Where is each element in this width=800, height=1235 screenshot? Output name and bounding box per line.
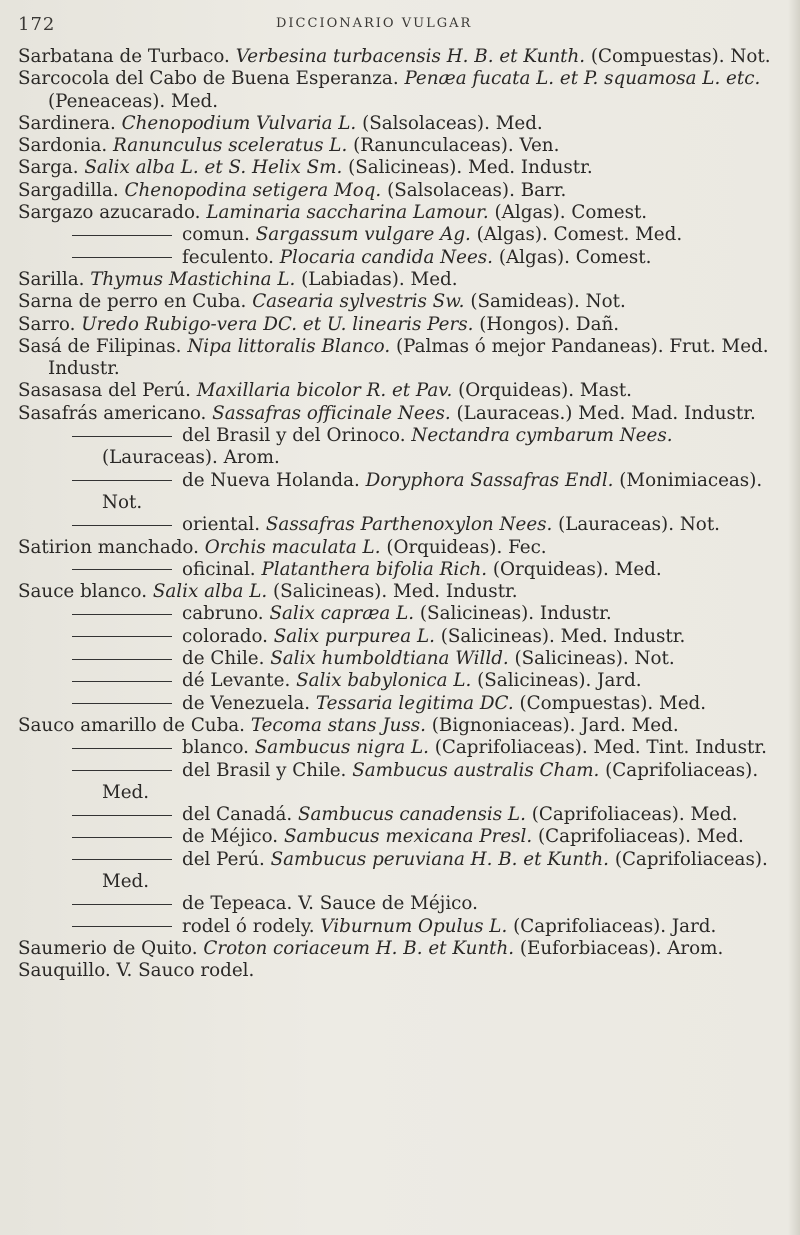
entry-family-uses: (Orquideas). Fec. [386,536,547,558]
entry-common-name: dé Levante. [182,670,291,692]
entry-family-uses: (Salicineas). Jard. [477,670,642,692]
repeat-dash [72,703,172,704]
repeat-dash [72,748,172,749]
page-number: 172 [18,14,56,35]
entry-scientific-name: Tecoma stans Juss. [250,714,426,736]
dictionary-entry [18,470,788,515]
dictionary-entry [18,938,788,960]
entry-family-uses: (Caprifoliaceas). Med. [538,826,744,848]
entry-family-uses: (Samideas). Not. [470,291,626,313]
entry-family-uses: (Labiadas). Med. [301,268,458,290]
entry-common-name: Sarro. [18,313,76,335]
entry-family-uses: (Lauraceas). Arom. [102,447,280,469]
entry-family-uses: (Caprifoliaceas). Med. [102,848,768,892]
entry-scientific-name: Salix alba L. [152,581,268,603]
entry-scientific-name: Verbesina turbacensis H. B. et Kunth. [235,46,586,67]
repeat-dash [72,614,172,615]
entry-family-uses: (Ranunculaceas). Ven. [353,135,560,157]
entry-common-name: Sarga. [18,157,79,179]
dictionary-entry [18,648,788,670]
entry-scientific-name: Sargassum vulgare Ag. [255,224,471,246]
repeat-dash [72,904,172,905]
entry-family-uses: (Salicineas). Med. Industr. [348,157,593,179]
entry-common-name: colorado. [182,625,268,647]
dictionary-entry [18,336,788,381]
entry-scientific-name: Doryphora Sassafras Endl. [365,469,614,491]
repeat-dash [72,525,172,526]
entry-family-uses: V. Sauce de Méjico. [298,893,478,915]
repeat-dash [72,770,172,771]
entry-family-uses: (Monimiaceas). Not. [102,469,763,513]
page-header [18,14,760,38]
entry-family-uses: (Salicineas). Industr. [419,603,612,625]
dictionary-entry [18,157,788,179]
entry-family-uses: (Algas). Comest. Med. [476,224,683,246]
entry-common-name: de Venezuela. [182,692,311,714]
entry-common-name: feculento. [182,246,274,268]
repeat-dash [72,659,172,660]
entry-family-uses: V. Sauco rodel. [116,960,255,982]
entry-common-name: Sardonia. [18,135,108,157]
dictionary-entry [18,603,788,625]
entry-common-name: Sargadilla. [18,179,119,201]
entry-common-name: Sasasasa del Perú. [18,380,191,402]
entry-scientific-name: Viburnum Opulus L. [320,915,508,937]
dictionary-entry [18,180,788,202]
entry-scientific-name: Casearia sylvestris Sw. [252,291,465,313]
entry-common-name: Sarna de perro en Cuba. [18,291,247,313]
entry-scientific-name: Nipa littoralis Blanco. [187,335,391,357]
dictionary-entry [18,314,788,336]
repeat-dash [72,235,172,236]
entry-family-uses: (Salicineas). Med. Industr. [273,581,518,603]
entry-family-uses: (Palmas ó mejor Pandaneas). Frut. Med. Industr. [48,335,769,380]
entry-family-uses: (Lauraceas.) Med. Mad. Industr. [456,402,756,424]
entry-family-uses: (Salsolaceas). Med. [362,112,543,134]
entry-common-name: del Brasil y del Orinoco. [182,425,406,447]
dictionary-entry [18,916,788,938]
dictionary-entry [18,269,788,291]
entry-scientific-name: Ranunculus sceleratus L. [113,135,348,157]
entry-common-name: Sarilla. [18,268,85,290]
entry-family-uses: (Bignoniaceas). Jard. Med. [431,714,679,736]
entry-scientific-name: Sambucus mexicana Presl. [283,826,533,848]
entry-common-name: Sargazo azucarado. [18,202,201,224]
dictionary-entry [18,113,788,135]
entry-common-name: Sauco amarillo de Cuba. [18,714,245,736]
entry-scientific-name: Tessaria legitima DC. [315,692,514,714]
dictionary-entry [18,68,788,113]
entry-scientific-name: Plocaria candida Nees. [279,246,493,268]
repeat-dash [72,436,172,437]
entry-family-uses: (Salicineas). Not. [514,648,675,670]
entry-scientific-name: Salix humboldtiana Willd. [270,648,509,670]
repeat-dash [72,569,172,570]
dictionary-entry [18,425,788,470]
dictionary-entry [18,670,788,692]
entry-common-name: Saumerio de Quito. [18,937,198,959]
dictionary-entry [18,224,788,246]
repeat-dash [72,926,172,927]
dictionary-entry [18,715,788,737]
entry-family-uses: (Orquideas). Med. [492,558,662,580]
dictionary-entry [18,135,788,157]
entry-family-uses: (Salsolaceas). Barr. [387,179,567,201]
entry-family-uses: (Algas). Comest. [494,202,648,224]
entry-family-uses: (Algas). Comest. [498,246,652,268]
repeat-dash [72,859,172,860]
entry-scientific-name: Nectandra cymbarum Nees. [411,425,673,447]
entry-scientific-name: Chenopodium Vulvaria L. [121,112,357,134]
entry-common-name: rodel ó rodely. [182,915,315,937]
entry-scientific-name: Salix capræa L. [269,603,415,625]
entry-scientific-name: Sambucus canadensis L. [297,804,526,826]
repeat-dash [72,815,172,816]
entry-scientific-name: Uredo Rubigo-vera DC. et U. linearis Pers. [81,313,474,335]
repeat-dash [72,257,172,258]
repeat-dash [72,636,172,637]
entry-common-name: Sauquillo. [18,960,111,982]
dictionary-entry [18,849,788,894]
entry-common-name: oriental. [182,514,261,536]
entry-common-name: Sarbatana de Turbaco. [18,46,230,67]
entry-family-uses: (Salicineas). Med. Industr. [440,625,686,647]
entry-scientific-name: Penæa fucata L. et P. squamosa L. etc. [404,68,761,90]
running-title: DICCIONARIO VULGAR [276,16,473,31]
repeat-dash [72,837,172,838]
entry-scientific-name: Sassafras officinale Nees. [212,402,451,424]
dictionary-entry [18,760,788,805]
page-edge-shadow [788,0,800,1235]
entry-common-name: de Chile. [182,648,265,670]
dictionary-entry [18,202,788,224]
entry-scientific-name: Orchis maculata L. [204,536,381,558]
entry-scientific-name: Sambucus australis Cham. [352,759,600,781]
entry-scientific-name: Croton coriaceum H. B. et Kunth. [203,937,515,959]
entry-scientific-name: Salix babylonica L. [296,670,472,692]
entry-common-name: Sasafrás americano. [18,402,207,424]
entry-family-uses: (Hongos). Dañ. [479,313,620,335]
entry-common-name: Sarcocola del Cabo de Buena Esperanza. [18,68,399,90]
entry-family-uses: (Caprifoliaceas). Med. [531,804,738,826]
entry-scientific-name: Salix purpurea L. [273,625,435,647]
entry-scientific-name: Sassafras Parthenoxylon Nees. [265,514,553,536]
dictionary-entry [18,46,788,68]
dictionary-entry [18,537,788,559]
repeat-dash [72,681,172,682]
repeat-dash [72,480,172,481]
entry-scientific-name: Chenopodina setigera Moq. [124,179,382,201]
entry-family-uses: (Caprifoliaceas). Med. Tint. Industr. [434,737,767,759]
entry-common-name: del Perú. [182,848,265,870]
dictionary-entry [18,559,788,581]
dictionary-entry [18,693,788,715]
dictionary-entry [18,960,788,982]
entry-common-name: oficinal. [182,558,256,580]
entry-family-uses: (Compuestas). Not. [590,46,771,67]
entry-common-name: blanco. [182,737,249,759]
entry-family-uses: (Lauraceas). Not. [558,514,720,536]
dictionary-entry [18,403,788,425]
entry-scientific-name: Sambucus peruviana H. B. et Kunth. [270,848,609,870]
entry-common-name: Sasá de Filipinas. [18,335,182,357]
dictionary-entry [18,893,788,915]
entry-common-name: de Nueva Holanda. [182,469,360,491]
entry-scientific-name: Sambucus nigra L. [254,737,429,759]
entry-common-name: cabruno. [182,603,264,625]
entry-common-name: Sardinera. [18,112,116,134]
entry-family-uses: (Euforbiaceas). Arom. [519,937,724,959]
entry-scientific-name: Maxillaria bicolor R. et Pav. [196,380,453,402]
dictionary-entry [18,291,788,313]
entry-common-name: Satirion manchado. [18,536,199,558]
entry-family-uses: (Peneaceas). Med. [48,90,219,112]
entry-family-uses: (Caprifoliaceas). Med. [102,759,759,803]
entry-scientific-name: Platanthera bifolia Rich. [261,558,488,580]
entry-scientific-name: Thymus Mastichina L. [90,268,296,290]
dictionary-entry [18,380,788,402]
entry-common-name: del Canadá. [182,804,293,826]
entry-scientific-name: Laminaria saccharina Lamour. [206,202,489,224]
dictionary-entry [18,626,788,648]
entry-common-name: del Brasil y Chile. [182,759,347,781]
entry-family-uses: (Orquideas). Mast. [458,380,632,402]
entry-family-uses: (Compuestas). Med. [519,692,707,714]
dictionary-entry [18,804,788,826]
entry-scientific-name: Salix alba L. et S. Helix Sm. [84,157,343,179]
dictionary-entry [18,826,788,848]
entry-list [18,46,788,982]
dictionary-entry [18,581,788,603]
dictionary-entry [18,514,788,536]
entry-common-name: Sauce blanco. [18,581,148,603]
entry-common-name: de Tepeaca. [182,893,293,915]
dictionary-entry [18,247,788,269]
entry-common-name: de Méjico. [182,826,279,848]
entry-family-uses: (Caprifoliaceas). Jard. [513,915,717,937]
dictionary-entry [18,737,788,759]
entry-common-name: comun. [182,224,250,246]
